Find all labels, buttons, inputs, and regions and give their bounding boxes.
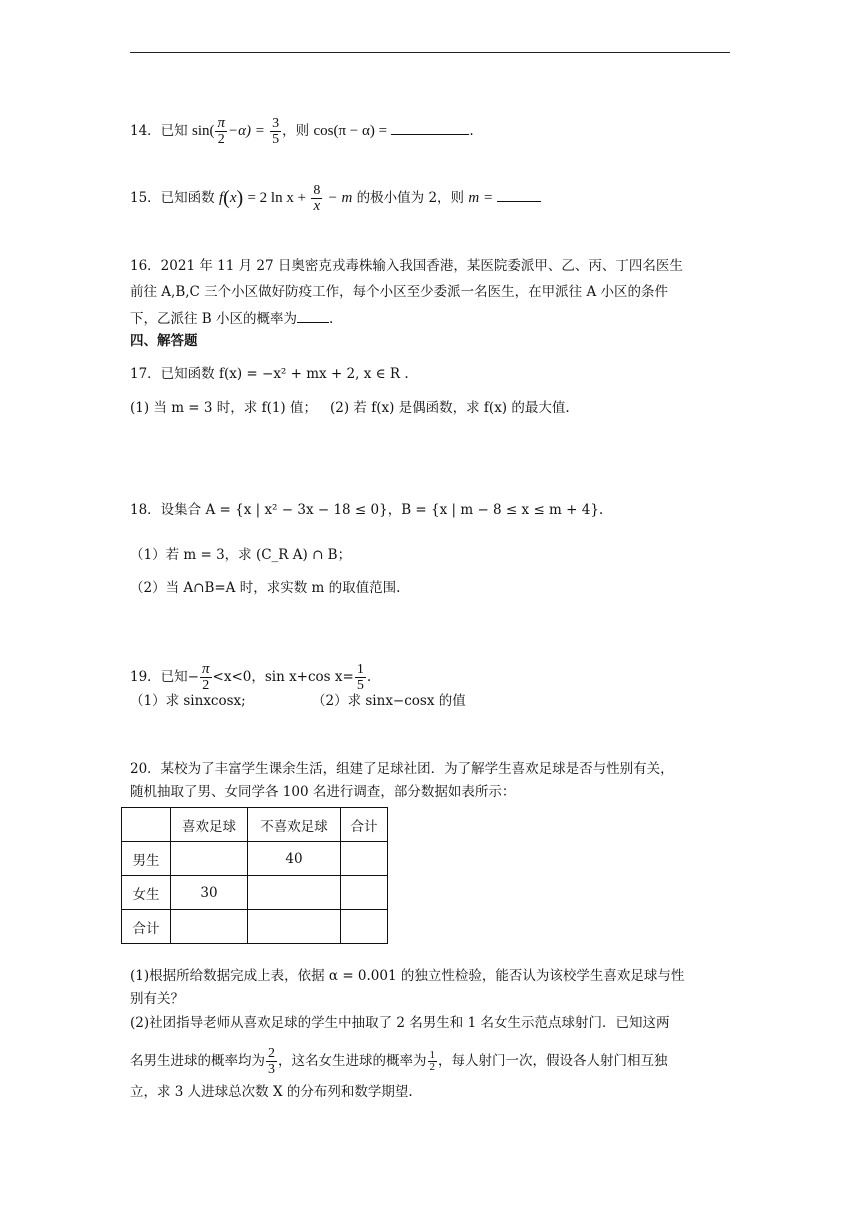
table-header-row: 喜欢足球 不喜欢足球 合计 — [122, 808, 388, 842]
question-20-part1-line1: (1)根据所给数据完成上表，依据 α = 0.001 的独立性检验，能否认为该校学生喜欢足球与性 — [130, 968, 685, 984]
table-row: 合计 — [122, 910, 388, 944]
answer-blank[interactable] — [391, 120, 469, 135]
question-17-line2a: (1) 当 m = 3 时，求 f(1) 值； — [130, 400, 317, 416]
pi-over-2: $\frac{\pi}{2}$ — [202, 661, 210, 693]
question-19-line2a: （1）求 sinxcosx; — [130, 693, 246, 709]
question-16-line3: 下，乙派往 B 小区的概率为 . — [130, 308, 333, 329]
pi-over-2: $\frac{\pi}{2}$ — [217, 115, 225, 147]
section-heading: 四、解答题 — [130, 333, 198, 349]
question-20-part2-line3: 立，求 3 人进球总次数 X 的分布列和数学期望. — [130, 1084, 413, 1100]
survey-table — [121, 807, 388, 944]
question-18-line3: （2）当 A∩B=A 时，求实数 m 的取值范围. — [130, 580, 401, 596]
three-fifths: $\frac{3}{5}$ — [272, 116, 280, 147]
one-half: $\frac{1}{2}$ — [429, 1049, 435, 1073]
question-17-line1: 17．已知函数 f(x) = −x² + mx + 2, x ∈ R . — [130, 366, 409, 382]
question-16-line2: 前往 A,B,C 三个小区做好防疫工作，每个小区至少委派一名医生，在甲派往 A 小区的条件 — [130, 284, 668, 300]
question-14: 14．已知 sin( $\frac{\pi}{2}$ −α) = $\frac{3}{5}$ ，则 cos(π − α) = . — [130, 115, 474, 147]
eight-over-x: $\frac{8}{x}$ — [313, 183, 321, 214]
question-20-part1-line2: 别有关？ — [130, 991, 184, 1007]
question-18-line2: （1）若 m = 3，求 (C_R A) ∩ B； — [130, 547, 352, 563]
question-20-part2-line2: 名男生进球的概率均为 $\frac{2}{3}$ ，这名女生进球的概率为 $\frac{1}{2}$ ，每人射门一次，假设各人射门相互独 — [130, 1046, 668, 1077]
header-rule — [130, 52, 730, 53]
question-17-line2b: (2) 若 f(x) 是偶函数，求 f(x) 的最大值. — [330, 400, 570, 416]
answer-blank[interactable] — [497, 187, 541, 202]
question-20-line2: 随机抽取了男、女同学各 100 名进行调查，部分数据如表所示： — [130, 784, 516, 800]
question-19-line1: 19．已知− $\frac{\pi}{2}$ <x<0，sin x+cos x= $\frac{1}{5}$ . — [130, 661, 372, 693]
question-16-line1: 16．2021 年 11 月 27 日奥密克戎毒株输入我国香港，某医院委派甲、乙、丙、丁四名医生 — [130, 258, 683, 274]
table-row: 女生 30 — [122, 876, 388, 910]
answer-blank[interactable] — [297, 308, 329, 323]
question-20-part2-line1: (2)社团指导老师从喜欢足球的学生中抽取了 2 名男生和 1 名女生示范点球射门．已知这两 — [130, 1015, 670, 1031]
table-row: 男生 40 — [122, 842, 388, 876]
question-20-line1: 20．某校为了丰富学生课余生活，组建了足球社团．为了解学生喜欢足球是否与性别有关， — [130, 761, 674, 777]
question-15: 15．已知函数 f(x) = 2 ln x + $\frac{8}{x}$ − m 的极小值为 2，则 m = — [130, 183, 541, 214]
question-19-line2b: （2）求 sinx−cosx 的值 — [312, 693, 466, 709]
q14-label: 14．已知 — [130, 123, 188, 139]
one-fifth: $\frac{1}{5}$ — [356, 662, 364, 693]
two-thirds: $\frac{2}{3}$ — [268, 1046, 275, 1077]
question-18-line1: 18．设集合 A = {x | x² − 3x − 18 ≤ 0}，B = {x | m − 8 ≤ x ≤ m + 4}. — [130, 502, 604, 518]
